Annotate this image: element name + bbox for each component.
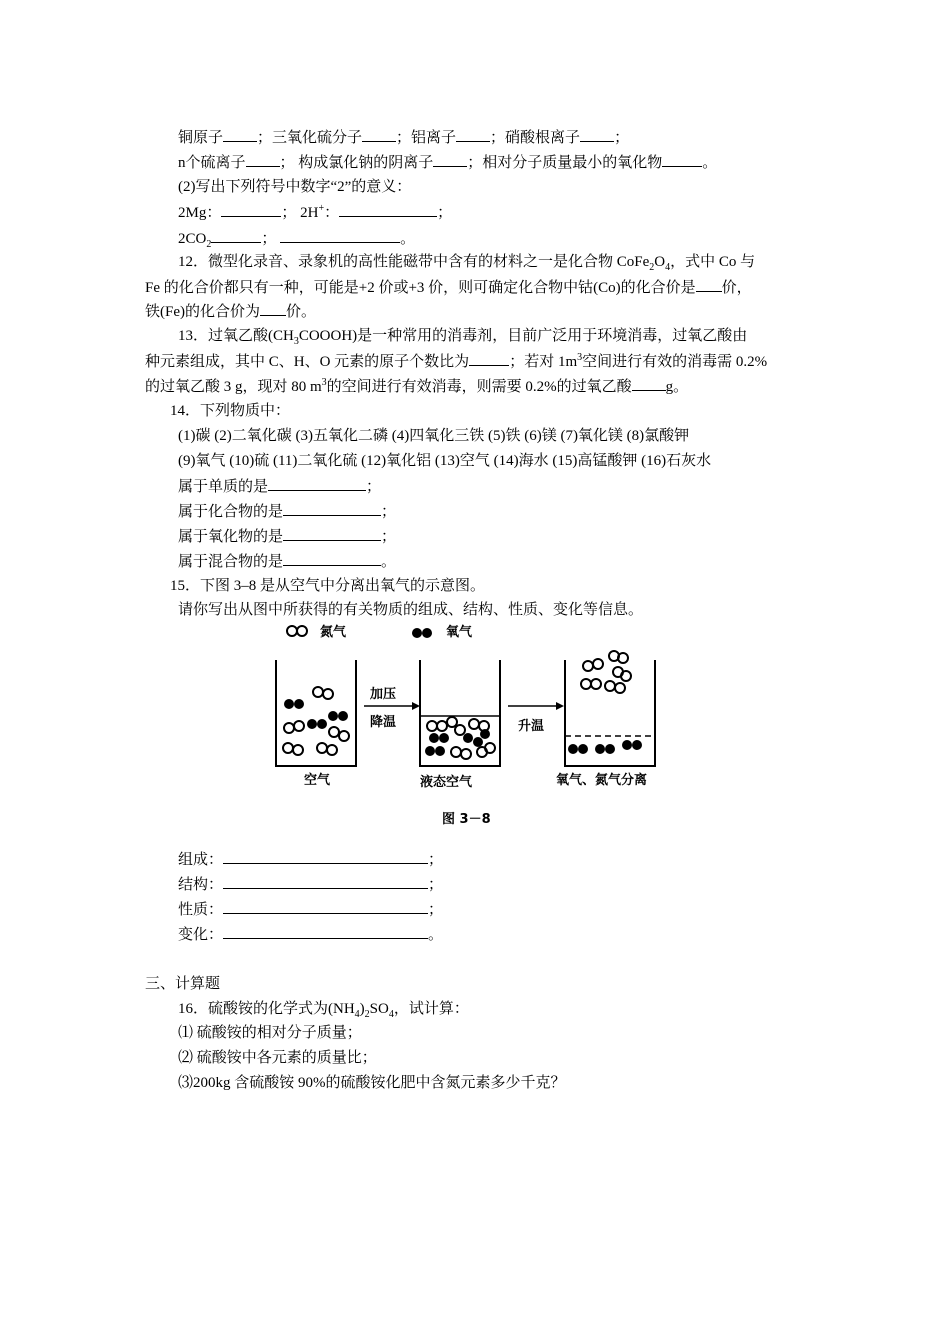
answer-blank[interactable] [280, 228, 400, 243]
q11-label-no3: ；硝酸根离子 [490, 130, 581, 146]
air-molecules [283, 687, 349, 755]
q13-line2: 种元素组成，其中 C、H、O 元素的原子个数比为 ；若对 $1m^3$空间进行有效的消毒需 0.2% [145, 352, 768, 370]
figure-caption: 图 3－8 [442, 812, 491, 827]
answer-blank[interactable] [632, 376, 666, 391]
q15-title: 15．下图 3–8 是从空气中分离出氧气的示意图。 [170, 578, 486, 594]
answer-blank[interactable] [339, 202, 437, 217]
label-air: 空气 [304, 773, 331, 788]
q16-title: 16．硫酸铵的化学式为$(NH_4)_2SO_4$，试计算： [178, 1001, 469, 1020]
q15-field-change: 变化： 。 [178, 924, 443, 945]
q11-label-s: n个硫离子 [178, 155, 246, 171]
answer-blank[interactable] [469, 351, 509, 366]
legend-o2-label: 氧气 [446, 625, 473, 640]
answer-blank[interactable] [433, 152, 467, 167]
q11-label-oxide: ；相对分子质量最小的氧化物 [467, 155, 663, 171]
step2-label: 升温 [518, 719, 545, 734]
q11-line-co2: $2CO_2$ ； 。 [178, 228, 415, 249]
label-liquid-air: 液态空气 [420, 775, 473, 790]
nitrogen-gas-molecules [581, 651, 631, 693]
answer-blank[interactable] [221, 202, 281, 217]
step1-top-label: 加压 [370, 687, 397, 702]
liquid-air-molecules [425, 717, 495, 759]
answer-blank[interactable] [223, 849, 428, 864]
answer-blank[interactable] [283, 551, 381, 566]
q14-mixtures: 属于混合物的是 。 [178, 551, 396, 572]
oxygen-liquid-molecules [568, 740, 642, 754]
answer-blank[interactable] [223, 874, 428, 889]
answer-blank[interactable] [662, 152, 702, 167]
q14-items1: (1)碳 (2)二氧化碳 (3)五氧化二磷 (4)四氧化三铁 (5)铁 (6)镁 (7)氧化镁 (8)氯酸钾 [178, 428, 690, 444]
q15-prompt: 请你写出从图中所获得的有关物质的组成、结构、性质、变化等信息。 [178, 602, 644, 618]
step1-bottom-label: 降温 [370, 715, 397, 730]
q11-line-mg: 2Mg： ； 2H+： ； [178, 203, 453, 221]
label-separated: 氧气、氮气分离 [556, 773, 648, 788]
answer-blank[interactable] [580, 127, 614, 142]
q11-label-so3: ；三氧化硫分子 [257, 130, 363, 146]
q14-items2: (9)氧气 (10)硫 (11)二氧化硫 (12)氧化铝 (13)空气 (14)海水 (15)高锰酸钾 (16)石灰水 [178, 453, 712, 469]
q14-elements: 属于单质的是 ； [178, 476, 381, 497]
answer-blank[interactable] [246, 152, 280, 167]
answer-blank[interactable] [283, 526, 381, 541]
q11-label-cu: 铜原子 [178, 130, 224, 146]
q16-part2: ⑵ 硫酸铵中各元素的质量比； [178, 1050, 377, 1066]
answer-blank[interactable] [211, 228, 261, 243]
q15-field-structure: 结构： ； [178, 874, 443, 895]
air-separation-diagram [270, 618, 690, 833]
answer-blank[interactable] [362, 127, 396, 142]
answer-blank[interactable] [456, 127, 490, 142]
q16-part1: ⑴ 硫酸铵的相对分子质量； [178, 1025, 362, 1041]
q14-compounds: 属于化合物的是 ； [178, 501, 396, 522]
answer-blank[interactable] [223, 899, 428, 914]
q15-field-property: 性质： ； [178, 899, 443, 920]
answer-blank[interactable] [268, 476, 366, 491]
q15-field-composition: 组成： ； [178, 849, 443, 870]
legend-n2-label: 氮气 [320, 625, 347, 640]
section3-heading: 三、计算题 [145, 976, 221, 992]
q14-oxides: 属于氧化物的是 ； [178, 526, 396, 547]
legend-n2 [287, 624, 347, 640]
q11-label-al: ；铝离子 [396, 130, 457, 146]
q13-line1: 13．过氧乙酸$(CH_3COOOH)$是一种常用的消毒剂，目前广泛用于环境消毒，过氧乙酸由 [178, 328, 748, 347]
q11-line2: n个硫离子 ； 构成氯化钠的阴离子 ；相对分子质量最小的氧化物 。 [178, 152, 717, 173]
answer-blank[interactable] [260, 301, 286, 316]
answer-blank[interactable] [223, 924, 428, 939]
legend-o2 [412, 624, 473, 640]
q12-line2: Fe 的化合价都只有一种，可能是+2 价或+3 价，则可确定化合物中钴(Co)的化合价是 价， [145, 277, 752, 298]
answer-blank[interactable] [283, 501, 381, 516]
q13-line3: 的过氧乙酸 3 g，现对 80 $m^3$的空间进行有效消毒，则需要 0.2%的过氧乙酸 g。 [145, 377, 689, 395]
q16-part3: ⑶200kg 含硫酸铵 90%的硫酸铵化肥中含氮元素多少千克？ [178, 1075, 566, 1091]
q12-line1: 12．微型化录音、录象机的高性能磁带中含有的材料之一是化合物 $CoFe_2O_4$，式中 Co 与 [178, 254, 756, 273]
q12-line3: 铁(Fe)的化合价为 价。 [145, 301, 316, 322]
q11-line1: 铜原子 ；三氧化硫分子 ；铝离子 ；硝酸根离子 ； [178, 127, 629, 148]
q14-title: 14．下列物质中： [170, 403, 291, 419]
q11-label-cl: ； 构成氯化钠的阴离子 [279, 155, 434, 171]
answer-blank[interactable] [696, 277, 722, 292]
answer-blank[interactable] [223, 127, 257, 142]
q11-part2: (2)写出下列符号中数字“2”的意义： [178, 179, 412, 195]
